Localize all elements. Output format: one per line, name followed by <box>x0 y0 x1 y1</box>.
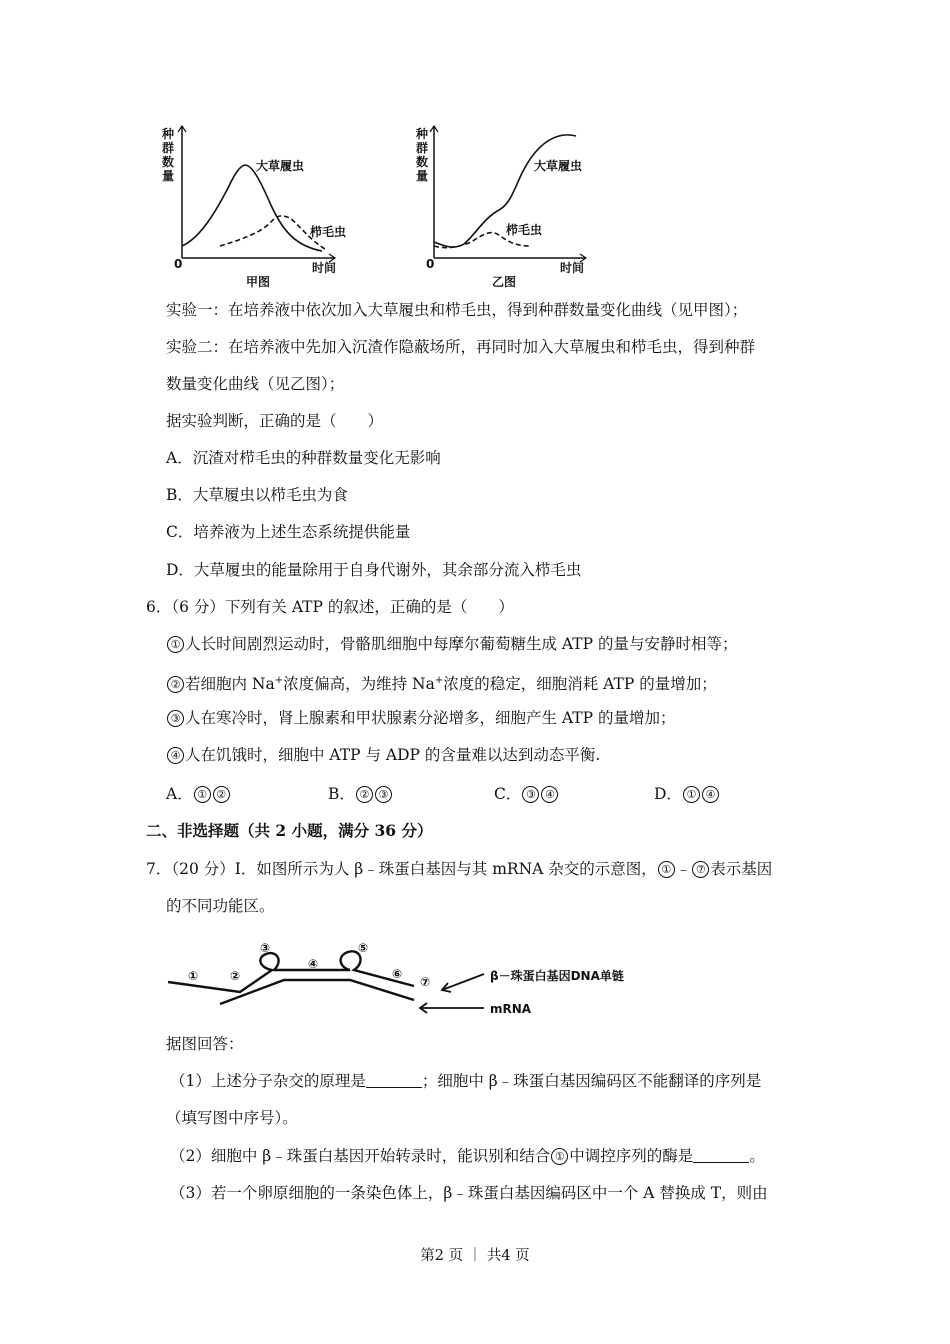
gene-label-2: ② <box>230 969 241 983</box>
circled-1: ① <box>167 636 184 653</box>
jia-origin: 0 <box>174 257 183 271</box>
q7-stem-line1: 7．（20 分）Ⅰ．如图所示为人 β﹣珠蛋白基因与其 mRNA 杂交的示意图， ① ﹣ ⑦ 表示基因 <box>146 860 773 878</box>
yi-x-label: 时间 <box>560 261 585 275</box>
answer-blank-1[interactable] <box>366 1073 422 1088</box>
q6-stem: 6．（6 分）下列有关 ATP 的叙述，正确的是（ ） <box>146 598 514 616</box>
q7-part-3: （3）若一个卵原细胞的一条染色体上，β﹣珠蛋白基因编码区中一个 A 替换成 T，则由 <box>170 1184 768 1202</box>
dna-strand <box>168 951 414 992</box>
q7-stem-line2: 的不同功能区。 <box>166 897 275 915</box>
q7-answer-intro: 据图回答： <box>166 1035 244 1053</box>
q6-statement-2: ② 若细胞内 Na+浓度偏高，为维持 Na+浓度的稳定，细胞消耗 ATP 的量增加； <box>166 671 717 694</box>
jia-label-paramecium: 大草履虫 <box>256 159 305 173</box>
jia-y-label: 种群数量 <box>162 127 175 183</box>
q5-option-a: A．沉渣对栉毛虫的种群数量变化无影响 <box>166 449 441 467</box>
yi-origin: 0 <box>426 257 435 271</box>
dna-arrow <box>442 974 484 990</box>
gene-label-1: ① <box>188 969 199 983</box>
q7-part-1-line2: （填写图中序号）。 <box>166 1109 298 1127</box>
figure-yi <box>414 118 614 288</box>
section-2-heading: 二、非选择题（共 2 小题，满分 36 分） <box>146 821 433 840</box>
gene-label-6: ⑥ <box>392 967 403 981</box>
gene-label-7: ⑦ <box>420 975 431 989</box>
answer-blank-2[interactable] <box>693 1148 749 1163</box>
page-footer: 第2 页 ｜ 共4 页 <box>420 1248 530 1264</box>
yi-y-label: 种群数量 <box>416 127 429 183</box>
circled-2: ② <box>167 676 184 693</box>
yi-curve-paramecium <box>434 135 576 247</box>
mrna-strand <box>220 980 414 1004</box>
q5-option-b: B．大草履虫以栉毛虫为食 <box>166 486 348 504</box>
q5-option-c: C．培养液为上述生态系统提供能量 <box>166 523 411 541</box>
circled-4: ④ <box>167 747 184 764</box>
mrna-label: mRNA <box>490 1002 532 1016</box>
jia-x-label: 时间 <box>312 261 337 275</box>
q6-option-b: B． ② ③ <box>328 784 393 804</box>
q5-option-d: D．大草履虫的能量除用于自身代谢外，其余部分流入栉毛虫 <box>166 561 582 579</box>
gene-label-5: ⑤ <box>358 941 369 955</box>
q5-question: 据实验判断，正确的是（ ） <box>166 412 384 430</box>
yi-label-didinium: 栉毛虫 <box>506 223 543 237</box>
dna-label: β－珠蛋白基因DNA单链 <box>490 969 624 983</box>
q6-statement-4: ④ 人在饥饿时，细胞中 ATP 与 ADP 的含量难以达到动态平衡. <box>166 745 600 765</box>
circled-3: ③ <box>167 710 184 727</box>
q5-experiment-2a: 实验二：在培养液中先加入沉渣作隐蔽场所，再同时加入大草履虫和栉毛虫，得到种群 <box>166 338 756 356</box>
figure-gene-hybridization <box>164 938 624 1028</box>
jia-caption: 甲图 <box>246 275 271 289</box>
jia-curve-paramecium <box>182 165 322 251</box>
q7-part-2: （2）细胞中 β﹣珠蛋白基因开始转录时，能识别和结合 ① 中调控序列的酶是 。 <box>170 1147 765 1165</box>
gene-label-4: ④ <box>308 957 319 971</box>
q5-experiment-2b: 数量变化曲线（见乙图）； <box>166 375 345 393</box>
yi-label-paramecium: 大草履虫 <box>534 159 583 173</box>
figure-jia <box>160 118 370 288</box>
q6-statement-3: ③ 人在寒冷时，肾上腺素和甲状腺素分泌增多，细胞产生 ATP 的量增加； <box>166 708 675 728</box>
gene-label-3: ③ <box>260 941 271 955</box>
q7-part-1-line1: （1）上述分子杂交的原理是 ；细胞中 β﹣珠蛋白基因编码区不能翻译的序列是 <box>170 1072 762 1090</box>
q6-option-c: C． ③ ④ <box>494 784 559 804</box>
yi-caption: 乙图 <box>492 275 517 289</box>
q6-statement-1: ① 人长时间剧烈运动时，骨骼肌细胞中每摩尔葡萄糖生成 ATP 的量与安静时相等； <box>166 634 737 654</box>
jia-label-didinium: 栉毛虫 <box>310 225 347 239</box>
q6-option-d: D． ① ④ <box>654 784 720 804</box>
q5-experiment-1: 实验一：在培养液中依次加入大草履虫和栉毛虫，得到种群数量变化曲线（见甲图）； <box>166 301 748 319</box>
q6-option-a: A． ① ② <box>166 784 231 804</box>
